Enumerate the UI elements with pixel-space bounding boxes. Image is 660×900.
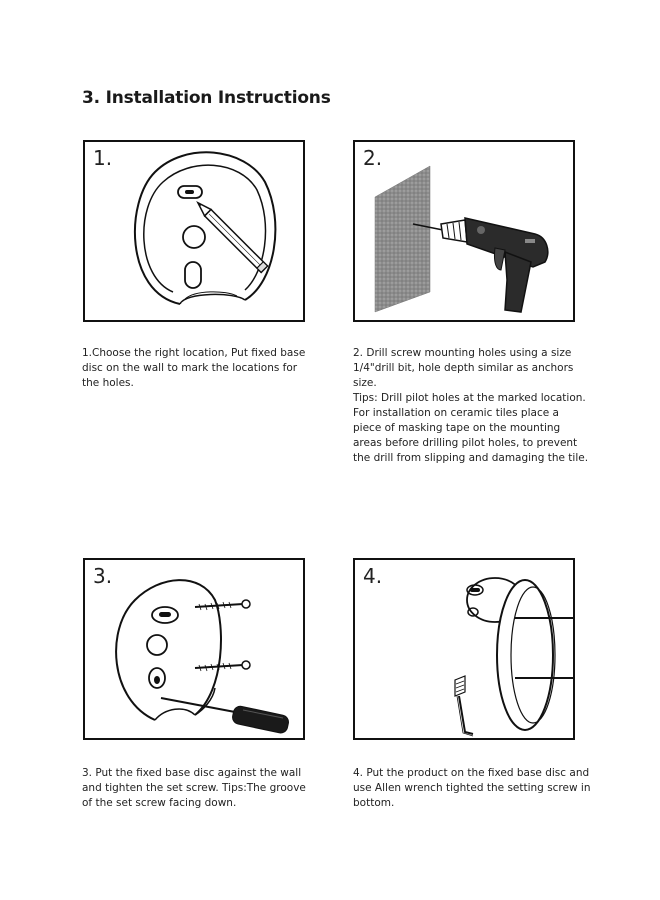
step-4-number: 4. <box>363 564 383 588</box>
step-2-caption-text: 2. Drill screw mounting holes using a size 1/4"drill bit, hole depth similar as anchors size. <box>353 347 574 389</box>
step-2-caption <box>353 346 603 466</box>
allen-wrench-icon <box>455 676 473 736</box>
step-1-caption-text: 1.Choose the right location, Put fixed base disc on the wall to mark the locations for the holes. <box>82 347 306 389</box>
step-2-tips-text: Tips: Drill pilot holes at the marked location. For installation on ceramic tiles place a piece of masking tape on the mounting areas before drilling pilot holes, to prevent the drill from slipping and damaging the tile. <box>353 392 589 464</box>
step-3-caption-text: 3. Put the fixed base disc against the wall and tighten the set screw. Tips:The groove of the set screw facing down. <box>82 767 306 809</box>
screw-icon <box>195 600 250 610</box>
base-disc-marking-illustration <box>85 142 305 322</box>
step-1-number: 1. <box>93 146 113 170</box>
screw-icon <box>195 661 250 671</box>
step-2-illustration-panel <box>353 140 575 322</box>
step-1-caption <box>82 346 322 391</box>
step-3-caption <box>82 766 322 811</box>
product-mounting-illustration <box>355 560 575 740</box>
step-1-illustration-panel <box>83 140 305 322</box>
step-4-illustration-panel <box>353 558 575 740</box>
step-3-number: 3. <box>93 564 113 588</box>
step-4-caption-text: 4. Put the product on the fixed base disc and use Allen wrench tighted the setting screw in bottom. <box>353 767 591 809</box>
drill-illustration <box>355 142 575 322</box>
step-4-caption <box>353 766 613 811</box>
step-3-illustration-panel <box>83 558 305 740</box>
page-title: 3. Installation Instructions <box>82 88 331 108</box>
base-disc-screwing-illustration <box>85 560 305 740</box>
wall-surface <box>375 166 430 312</box>
step-2-number: 2. <box>363 146 383 170</box>
screwdriver-icon <box>161 698 290 734</box>
drill-icon <box>465 218 548 312</box>
